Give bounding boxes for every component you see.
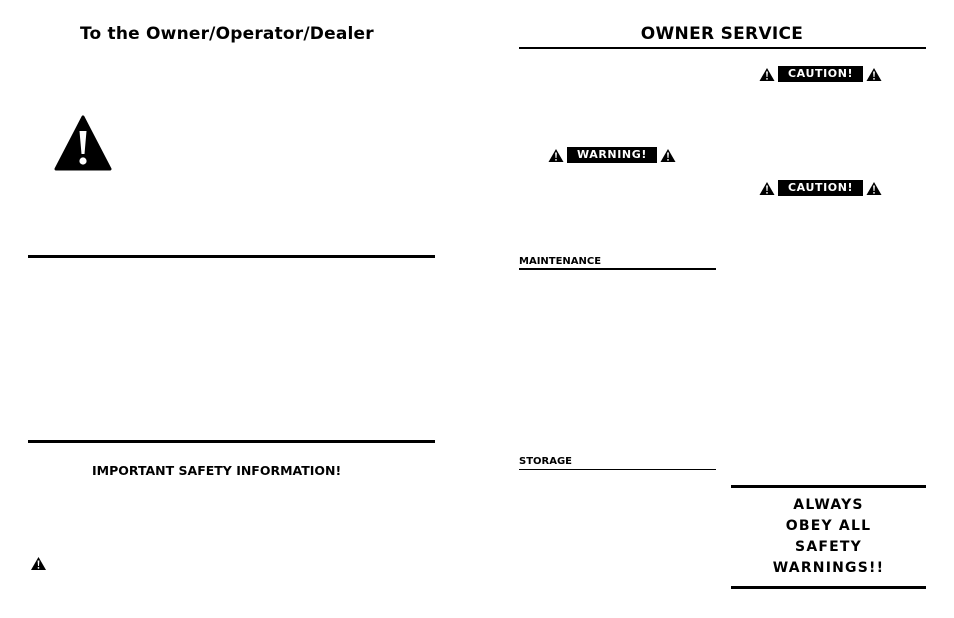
warning-triangle-icon (866, 67, 882, 82)
always-line-1: ALWAYS (793, 497, 864, 513)
storage-heading: STORAGE (519, 456, 573, 467)
warning-triangle-icon (866, 181, 882, 196)
owner-service-rule (519, 47, 926, 49)
caution-badge: CAUTION! (778, 180, 863, 196)
warning-triangle-icon (660, 148, 676, 163)
storage-rule (519, 469, 716, 470)
always-box-bottom-rule (731, 586, 926, 589)
caution-badge: CAUTION! (778, 66, 863, 82)
section-divider-top (28, 255, 435, 258)
always-line-4: WARNINGS!! (772, 560, 885, 576)
section-divider-bottom (28, 440, 435, 443)
always-obey-notice (731, 495, 926, 579)
always-line-2: OBEY ALL (785, 518, 872, 534)
left-page-title: To the Owner/Operator/Dealer (80, 24, 374, 44)
caution-label-2 (759, 180, 882, 196)
maintenance-heading: MAINTENANCE (519, 256, 602, 267)
safety-information-heading: IMPORTANT SAFETY INFORMATION! (92, 463, 342, 478)
warning-triangle-icon (548, 148, 564, 163)
warning-triangle-icon (30, 556, 47, 571)
maintenance-rule (519, 268, 716, 270)
warning-badge: WARNING! (567, 147, 657, 163)
warning-triangle-icon (759, 67, 775, 82)
owner-service-title: OWNER SERVICE (640, 24, 804, 44)
warning-triangle-icon (759, 181, 775, 196)
caution-label-1 (759, 66, 882, 82)
always-box-top-rule (731, 485, 926, 488)
warning-triangle-icon (54, 114, 112, 172)
warning-label (548, 147, 676, 163)
always-line-3: SAFETY (795, 539, 862, 555)
